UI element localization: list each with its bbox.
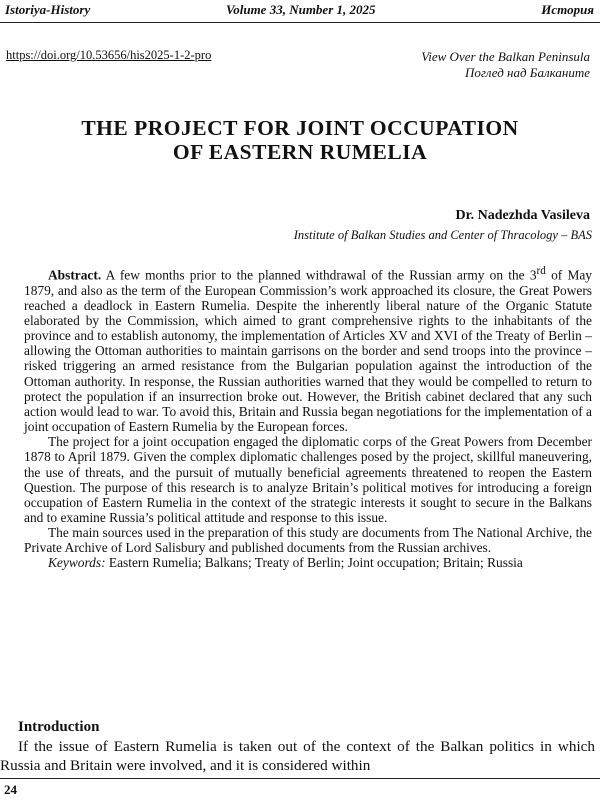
abstract-label: Abstract.	[48, 267, 102, 283]
section-name-english: View Over the Balkan Peninsula	[421, 49, 590, 64]
volume-info: Volume 33, Number 1, 2025	[226, 2, 376, 17]
abstract-paragraph-1	[24, 264, 592, 434]
keywords-list: Eastern Rumelia; Balkans; Treaty of Berlin; Joint occupation; Britain; Russia	[108, 555, 523, 571]
ordinal-suffix: rd	[536, 265, 546, 277]
author-name: Dr. Nadezhda Vasileva	[455, 208, 590, 223]
title-line-2: OF EASTERN RUMELIA	[172, 140, 428, 164]
title-line-1: THE PROJECT FOR JOINT OCCUPATION	[81, 116, 519, 140]
abstract-text-1a: A few months prior to the planned withdrawal of the Russian army on the 3	[105, 267, 537, 283]
keywords	[24, 555, 592, 570]
abstract-paragraph-3: The main sources used in the preparation of this study are documents from The National Archive, the Private Archive of Lord Salisbury and published documents from the Russian archives.	[24, 525, 592, 556]
section-name-bulgarian: Поглед над Балканите	[464, 65, 590, 80]
journal-name-bulgarian: История	[541, 2, 594, 17]
article-title	[0, 116, 600, 164]
introduction-paragraph: If the issue of Eastern Rumelia is taken out of the context of the Balkan politics in which Russia and Britain were involved, and it is considered within	[0, 738, 595, 774]
page-number: 24	[4, 782, 17, 797]
doi-link[interactable]: https://doi.org/10.53656/his2025-1-2-pro	[6, 48, 212, 62]
author-affiliation: Institute of Balkan Studies and Center of Thracology – BAS	[293, 228, 592, 242]
abstract-text-1b: of May 1879, and also as the term of the European Commission’s work approached its closure, the Great Powers reached a deadlock in Eastern Rumelia. Despite the inherently liberal nature of the Organic Statute elaborated by the Commission, which aimed to grant comprehensive rights to the inhabitants of the province and to establish autonomy, the implementation of Articles XV and XVI of the Treaty of Berlin – allowing the Ottoman authorities to maintain garrisons on the border and send troops into the province – risked triggering an armed resistance from the Bulgarian population against the introduction of the Ottoman authority. In response, the Russian authorities warned that they would be compelled to return to protect the population if an insurrection broke out. However, the British cabinet declared that any such action would lead to war. To avoid this, Britain and Russia began negotiations for the implementation of a joint occupation of Eastern Rumelia by the European forces.	[24, 267, 592, 435]
abstract	[24, 264, 592, 571]
introduction-heading: Introduction	[18, 719, 100, 735]
journal-name: Istoriya-History	[5, 2, 91, 17]
footer-divider	[0, 778, 600, 779]
abstract-paragraph-2: The project for a joint occupation engaged the diplomatic corps of the Great Powers from December 1878 to April 1879. Given the complex diplomatic challenges posed by the project, skillful maneuvering, the use of threats, and the pursuit of mutually beneficial agreements threatened to reopen the Eastern Question. The purpose of this research is to analyze Britain’s political motives for introducing a foreign occupation of Eastern Rumelia in the context of the strategic interests it sought to secure in the Balkans and to examine Russia’s political attitude and response to this issue.	[24, 434, 592, 525]
running-header	[0, 0, 600, 23]
section-name	[421, 49, 590, 81]
keywords-label: Keywords:	[48, 555, 106, 571]
introduction-body	[0, 738, 595, 775]
